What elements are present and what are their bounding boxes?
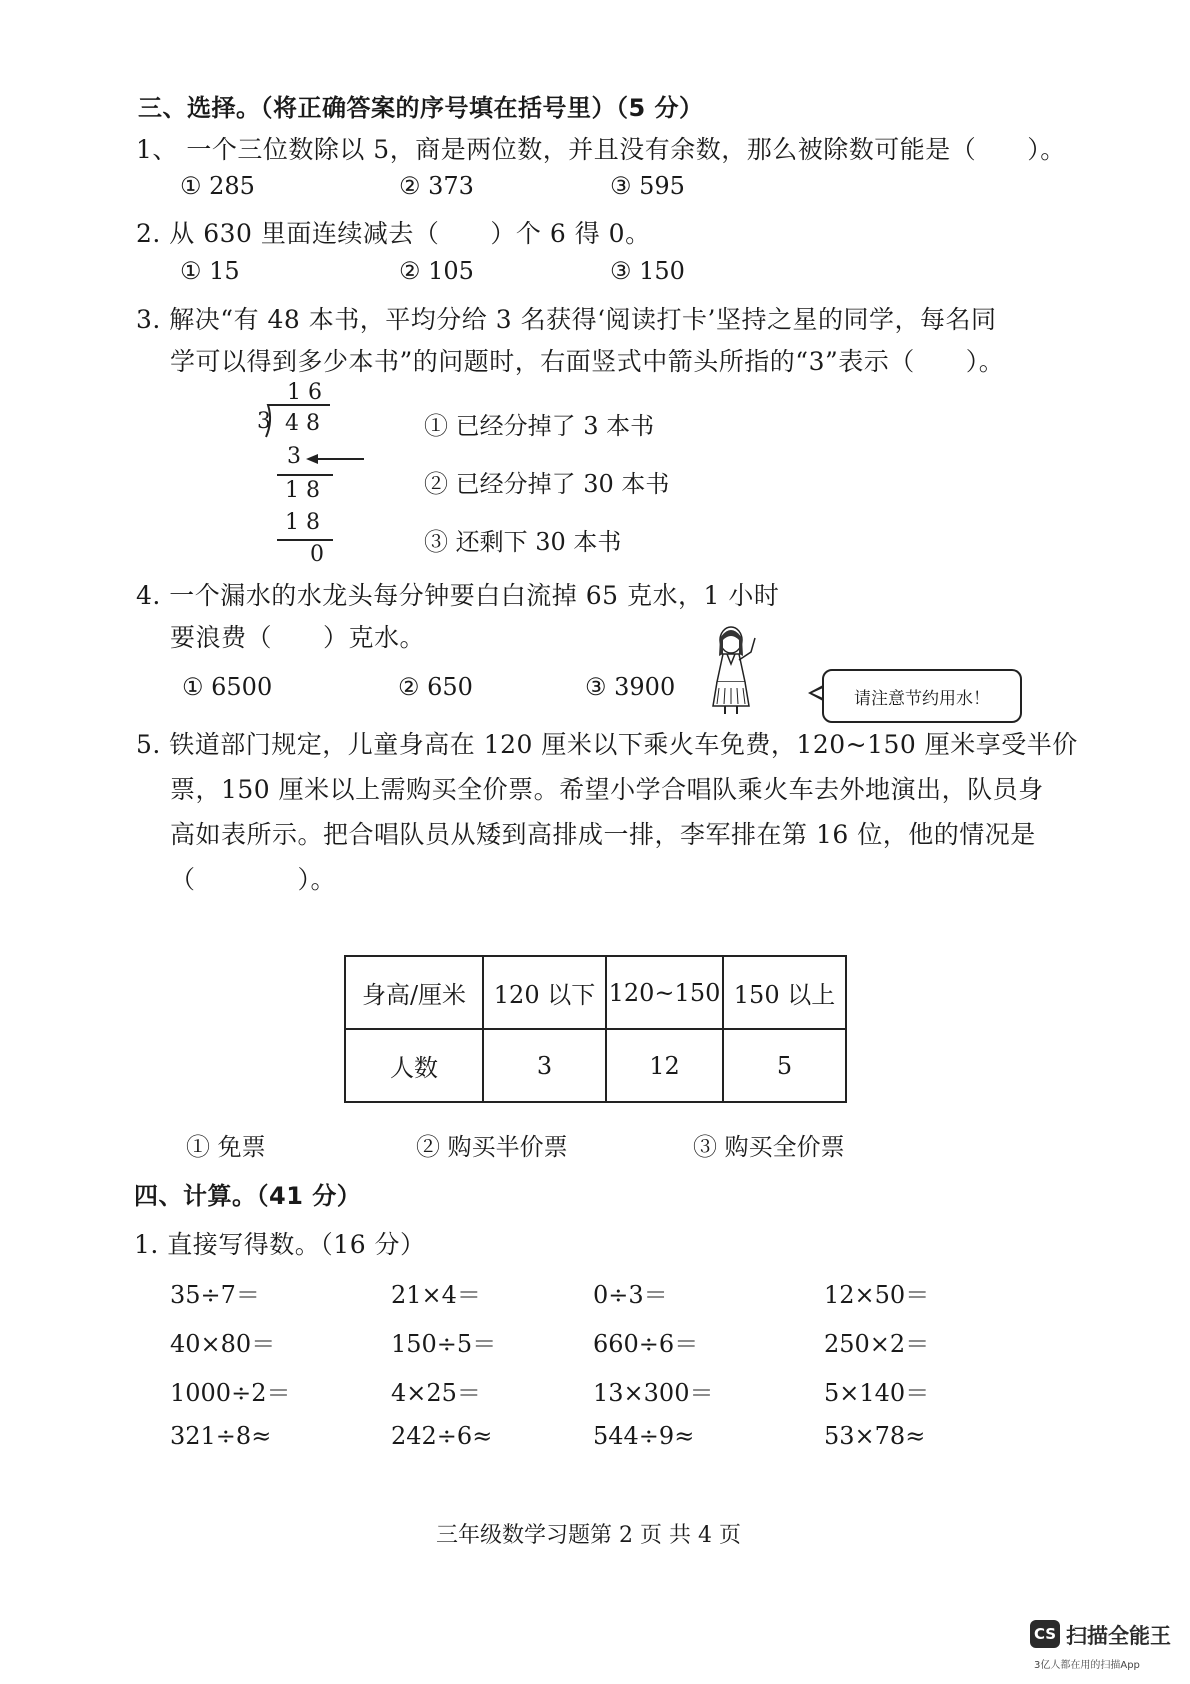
table-row: [345, 956, 846, 1029]
calc-item: 5×140＝: [824, 1379, 930, 1407]
calc-item: 1000÷2＝: [170, 1379, 291, 1407]
q1-option-1: ① 285: [180, 172, 255, 200]
division-step-2: 1 8: [285, 478, 320, 503]
table-cell: 人数: [345, 1029, 483, 1102]
table-row: [345, 1029, 846, 1102]
calc-item: 321÷8≈: [170, 1422, 272, 1450]
calc-item: 13×300＝: [593, 1379, 714, 1407]
question-4-line-1: 4. 一个漏水的水龙头每分钟要白白流掉 65 克水，1 小时: [136, 581, 780, 610]
question-1-text: 1、 一个三位数除以 5，商是两位数，并且没有余数，那么被除数可能是（ ）。: [136, 135, 1066, 164]
q2-option-2: ② 105: [399, 257, 474, 285]
q3-option-3: ③ 还剩下 30 本书: [424, 528, 622, 556]
scanner-tagline: 3亿人都在用的扫描App: [1034, 1660, 1140, 1671]
q4-option-1: ① 6500: [182, 673, 273, 701]
section-4-heading: 四、计算。（41 分）: [134, 1182, 362, 1210]
table-cell: 12: [606, 1029, 723, 1102]
division-step-3: 1 8: [285, 510, 320, 535]
height-table: [344, 955, 847, 1103]
calc-item: 35÷7＝: [170, 1281, 260, 1309]
division-line-2: [277, 539, 333, 541]
speech-bubble: [822, 669, 1022, 723]
scanner-app-name: 扫描全能王: [1066, 1624, 1171, 1648]
calc-item: 660÷6＝: [593, 1330, 699, 1358]
q3-option-2: ② 已经分掉了 30 本书: [424, 470, 670, 498]
question-3-line-2: 学可以得到多少本书”的问题时，右面竖式中箭头所指的“3”表示（ ）。: [170, 347, 1005, 376]
division-remainder: 0: [310, 542, 324, 567]
table-cell: 3: [483, 1029, 606, 1102]
table-cell: 5: [723, 1029, 846, 1102]
q1-option-2: ② 373: [399, 172, 474, 200]
calc-item: 150÷5＝: [391, 1330, 497, 1358]
page-footer: 三年级数学习题第 2 页 共 4 页: [436, 1523, 741, 1548]
question-2-text: 2. 从 630 里面连续减去（ ）个 6 得 0。: [136, 219, 651, 248]
calc-item: 250×2＝: [824, 1330, 930, 1358]
question-4-line-2: 要浪费（ ）克水。: [170, 623, 426, 652]
q2-option-1: ① 15: [180, 257, 240, 285]
calc-item: 21×4＝: [391, 1281, 481, 1309]
division-quotient: 1 6: [287, 380, 322, 405]
question-5-line-2: 票，150 厘米以上需购买全价票。希望小学合唱队乘火车去外地演出，队员身: [170, 775, 1044, 804]
question-5-line-3: 高如表所示。把合唱队员从矮到高排成一排，李军排在第 16 位，他的情况是: [170, 820, 1036, 849]
q4-option-2: ② 650: [398, 673, 473, 701]
question-5-line-1: 5. 铁道部门规定，儿童身高在 120 厘米以下乘火车免费，120~150 厘米享受半价: [136, 730, 1078, 759]
calc-item: 0÷3＝: [593, 1281, 668, 1309]
calc-item: 4×25＝: [391, 1379, 481, 1407]
calc-item: 53×78≈: [824, 1422, 926, 1450]
q5-option-3: ③ 购买全价票: [693, 1133, 845, 1161]
q2-option-3: ③ 150: [610, 257, 685, 285]
q5-option-1: ① 免票: [186, 1133, 266, 1161]
section-4-sub-1: 1. 直接写得数。（16 分）: [134, 1230, 426, 1259]
division-divisor: 3: [257, 409, 271, 434]
division-line-1: [277, 474, 333, 476]
calc-item: 242÷6≈: [391, 1422, 493, 1450]
division-step-1: 3: [287, 444, 301, 469]
q3-option-1: ① 已经分掉了 3 本书: [424, 412, 655, 440]
table-cell: 身高/厘米: [345, 956, 483, 1029]
calc-item: 544÷9≈: [593, 1422, 695, 1450]
speech-bubble-text: 请注意节约用水！: [854, 688, 990, 709]
scanner-logo: CS: [1030, 1620, 1060, 1648]
arrow-icon: [306, 452, 366, 466]
section-3-heading: 三、选择。（将正确答案的序号填在括号里）（5 分）: [138, 94, 704, 122]
q4-option-3: ③ 3900: [585, 673, 676, 701]
q5-option-2: ② 购买半价票: [416, 1133, 568, 1161]
q1-option-3: ③ 595: [610, 172, 685, 200]
question-5-line-4: （ ）。: [170, 865, 337, 894]
question-3-line-1: 3. 解决“有 48 本书，平均分给 3 名获得‘阅读打卡’坚持之星的同学，每名同: [136, 305, 997, 334]
girl-illustration: [703, 624, 759, 714]
table-cell: 120 以下: [483, 956, 606, 1029]
division-dividend: 4 8: [285, 411, 320, 436]
calc-item: 40×80＝: [170, 1330, 276, 1358]
table-cell: 120~150: [606, 956, 723, 1029]
table-cell: 150 以上: [723, 956, 846, 1029]
calc-item: 12×50＝: [824, 1281, 930, 1309]
